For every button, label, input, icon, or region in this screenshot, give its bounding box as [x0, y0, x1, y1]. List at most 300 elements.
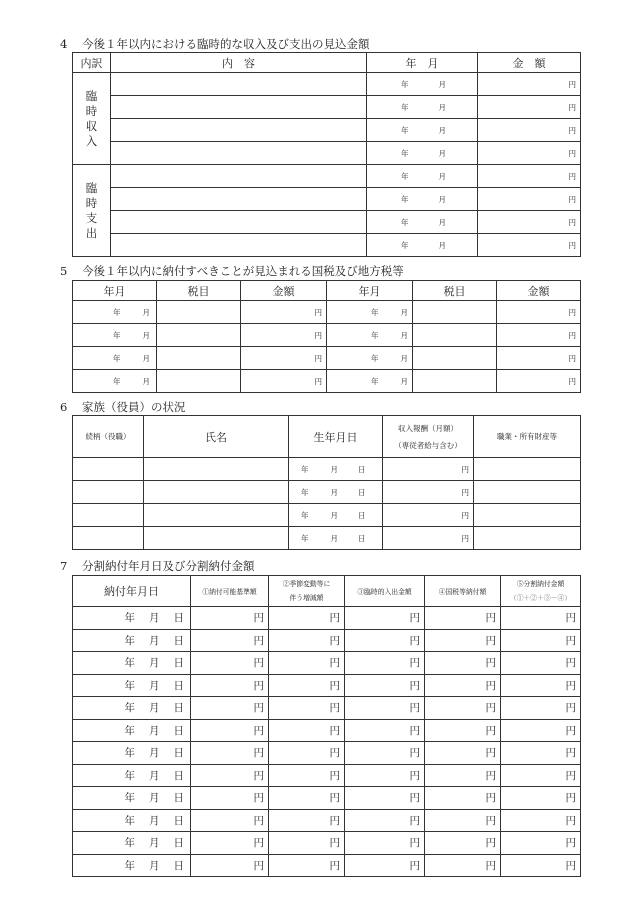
name-cell[interactable] [144, 527, 289, 550]
table-row [73, 787, 581, 810]
yen-unit: 円 [253, 657, 264, 670]
month-unit: 月 [330, 487, 338, 497]
table-row [73, 809, 581, 832]
amount-cell[interactable] [191, 719, 269, 742]
payment-date-cell[interactable] [73, 787, 191, 810]
amount-cell[interactable] [501, 832, 581, 855]
yen-unit: 円 [568, 79, 576, 89]
yen-unit: 円 [329, 769, 340, 782]
payment-date-cell[interactable] [73, 764, 191, 787]
header-seasonal-adjustment: ②季節変動等に 伴う増減額 [269, 576, 345, 607]
yen-unit: 円 [485, 859, 496, 872]
income-cell[interactable] [383, 504, 474, 527]
name-cell[interactable] [144, 504, 289, 527]
month-unit: 月 [149, 769, 160, 782]
yen-unit: 円 [485, 679, 496, 692]
yen-unit: 円 [409, 634, 420, 647]
table-row [73, 527, 581, 550]
year-unit: 年 [124, 702, 135, 715]
day-unit: 日 [173, 769, 184, 782]
yen-unit: 円 [485, 769, 496, 782]
amount-cell[interactable] [345, 629, 425, 652]
year-unit: 年 [124, 814, 135, 827]
month-unit: 月 [400, 376, 408, 386]
tax-item-cell[interactable] [413, 324, 497, 347]
yen-unit: 円 [461, 487, 469, 497]
table-row [73, 188, 581, 211]
table-row [73, 504, 581, 527]
payment-date-cell[interactable] [73, 629, 191, 652]
amount-cell[interactable] [425, 652, 501, 675]
yen-unit: 円 [409, 702, 420, 715]
amount-cell[interactable] [191, 652, 269, 675]
yen-unit: 円 [565, 837, 576, 850]
month-unit: 月 [400, 353, 408, 363]
year-month-cell[interactable] [327, 347, 413, 370]
payment-date-cell[interactable] [73, 652, 191, 675]
amount-cell[interactable] [501, 674, 581, 697]
relation-cell[interactable] [73, 527, 144, 550]
yen-unit: 円 [568, 171, 576, 181]
occupation-cell[interactable] [474, 458, 581, 481]
amount-cell[interactable] [191, 674, 269, 697]
header-birthdate: 生年月日 [289, 416, 383, 458]
year-unit: 年 [371, 353, 379, 363]
month-unit: 月 [142, 307, 150, 317]
yen-unit: 円 [485, 747, 496, 760]
content-cell[interactable] [111, 142, 367, 165]
amount-cell[interactable] [269, 629, 345, 652]
table-row [73, 96, 581, 119]
yen-unit: 円 [314, 376, 322, 386]
month-unit: 月 [142, 376, 150, 386]
year-unit: 年 [371, 376, 379, 386]
table-row [73, 234, 581, 257]
yen-unit: 円 [565, 657, 576, 670]
relation-cell[interactable] [73, 481, 144, 504]
amount-cell[interactable] [191, 809, 269, 832]
yen-unit: 円 [329, 859, 340, 872]
yen-unit: 円 [485, 657, 496, 670]
amount-cell[interactable] [478, 73, 581, 96]
yen-unit: 円 [409, 657, 420, 670]
amount-cell[interactable] [345, 697, 425, 720]
amount-cell[interactable] [345, 719, 425, 742]
amount-cell[interactable] [269, 809, 345, 832]
amount-cell[interactable] [425, 832, 501, 855]
amount-cell[interactable] [501, 607, 581, 630]
yen-unit: 円 [461, 464, 469, 474]
yen-unit: 円 [565, 679, 576, 692]
label-char: 入 [85, 133, 98, 148]
year-unit: 年 [124, 634, 135, 647]
content-cell[interactable] [111, 96, 367, 119]
year-month-cell[interactable] [367, 165, 478, 188]
year-unit: 年 [401, 79, 409, 89]
year-month-cell[interactable] [327, 301, 413, 324]
month-unit: 月 [400, 307, 408, 317]
expense-label [73, 165, 111, 257]
amount-cell[interactable] [425, 742, 501, 765]
month-unit: 月 [438, 148, 446, 158]
month-unit: 月 [142, 330, 150, 340]
content-cell[interactable] [111, 119, 367, 142]
amount-cell[interactable] [497, 370, 581, 393]
income-cell[interactable] [383, 458, 474, 481]
payment-date-cell[interactable] [73, 809, 191, 832]
tax-item-cell[interactable] [157, 301, 241, 324]
month-unit: 月 [149, 702, 160, 715]
yen-unit: 円 [253, 837, 264, 850]
content-cell[interactable] [111, 73, 367, 96]
year-unit: 年 [113, 307, 121, 317]
payment-date-cell[interactable] [73, 742, 191, 765]
month-unit: 月 [330, 533, 338, 543]
year-month-cell[interactable] [73, 324, 157, 347]
tax-item-cell[interactable] [413, 347, 497, 370]
amount-cell[interactable] [501, 719, 581, 742]
amount-cell[interactable] [501, 809, 581, 832]
yen-unit: 円 [565, 792, 576, 805]
amount-cell[interactable] [501, 697, 581, 720]
year-month-cell[interactable] [73, 301, 157, 324]
day-unit: 日 [173, 792, 184, 805]
year-unit: 年 [124, 837, 135, 850]
tax-item-cell[interactable] [413, 370, 497, 393]
yen-unit: 円 [565, 769, 576, 782]
month-unit: 月 [149, 792, 160, 805]
day-unit: 日 [173, 724, 184, 737]
table-row [73, 73, 581, 96]
amount-cell[interactable] [425, 787, 501, 810]
header-amount-1: 金額 [241, 281, 327, 301]
amount-cell[interactable] [345, 854, 425, 877]
amount-cell[interactable] [478, 165, 581, 188]
table-row [73, 854, 581, 877]
tax-item-cell[interactable] [157, 324, 241, 347]
amount-cell[interactable] [501, 764, 581, 787]
amount-cell[interactable] [345, 652, 425, 675]
yen-unit: 円 [568, 307, 576, 317]
year-month-cell[interactable] [367, 73, 478, 96]
occupation-cell[interactable] [474, 504, 581, 527]
amount-cell[interactable] [241, 301, 327, 324]
temporary-income-expense-table [72, 52, 581, 257]
yen-unit: 円 [568, 330, 576, 340]
amount-cell[interactable] [497, 347, 581, 370]
amount-cell[interactable] [191, 832, 269, 855]
day-unit: 日 [173, 612, 184, 625]
amount-cell[interactable] [241, 370, 327, 393]
month-unit: 月 [149, 814, 160, 827]
amount-cell[interactable] [345, 787, 425, 810]
yen-unit: 円 [409, 837, 420, 850]
yen-unit: 円 [409, 724, 420, 737]
day-unit: 日 [173, 814, 184, 827]
day-unit: 日 [173, 634, 184, 647]
amount-cell[interactable] [478, 96, 581, 119]
year-unit: 年 [124, 769, 135, 782]
table-row [73, 301, 581, 324]
yen-unit: 円 [565, 702, 576, 715]
yen-unit: 円 [568, 102, 576, 112]
yen-unit: 円 [314, 353, 322, 363]
year-month-cell[interactable] [367, 234, 478, 257]
amount-cell[interactable] [501, 629, 581, 652]
amount-cell[interactable] [345, 674, 425, 697]
table-row [73, 119, 581, 142]
amount-cell[interactable] [478, 211, 581, 234]
year-month-cell[interactable] [367, 211, 478, 234]
year-month-cell[interactable] [73, 347, 157, 370]
amount-cell[interactable] [478, 119, 581, 142]
payment-date-cell[interactable] [73, 697, 191, 720]
relation-cell[interactable] [73, 458, 144, 481]
table-row [73, 719, 581, 742]
month-unit: 月 [149, 859, 160, 872]
amount-cell[interactable] [425, 629, 501, 652]
amount-cell[interactable] [478, 188, 581, 211]
header-installment-amount: ⑤分割納付金額 （①＋②＋③－④） [501, 576, 581, 607]
amount-cell[interactable] [269, 652, 345, 675]
amount-cell[interactable] [269, 674, 345, 697]
amount-cell[interactable] [241, 347, 327, 370]
yen-unit: 円 [485, 702, 496, 715]
month-unit: 月 [400, 330, 408, 340]
month-unit: 月 [330, 510, 338, 520]
day-unit: 日 [173, 859, 184, 872]
table-row [73, 764, 581, 787]
tax-item-cell[interactable] [413, 301, 497, 324]
year-unit: 年 [401, 194, 409, 204]
amount-cell[interactable] [191, 697, 269, 720]
amount-cell[interactable] [269, 742, 345, 765]
amount-cell[interactable] [269, 697, 345, 720]
section-4-title: 4 今後１年以内における臨時的な収入及び支出の見込金額 [60, 37, 370, 51]
amount-cell[interactable] [425, 719, 501, 742]
amount-cell[interactable] [345, 764, 425, 787]
yen-unit: 円 [253, 634, 264, 647]
amount-cell[interactable] [269, 719, 345, 742]
tax-item-cell[interactable] [157, 347, 241, 370]
year-unit: 年 [124, 747, 135, 760]
yen-unit: 円 [253, 792, 264, 805]
occupation-cell[interactable] [474, 481, 581, 504]
header-base-amount: ①納付可能基準額 [191, 576, 269, 607]
amount-cell[interactable] [191, 764, 269, 787]
yen-unit: 円 [253, 747, 264, 760]
month-unit: 月 [149, 747, 160, 760]
header-tax-item-1: 税目 [157, 281, 241, 301]
label-char: 時 [85, 103, 98, 118]
yen-unit: 円 [461, 510, 469, 520]
year-unit: 年 [113, 376, 121, 386]
yen-unit: 円 [485, 814, 496, 827]
amount-cell[interactable] [501, 854, 581, 877]
month-unit: 月 [438, 102, 446, 112]
birthdate-cell[interactable] [289, 481, 383, 504]
amount-cell[interactable] [191, 742, 269, 765]
year-month-cell[interactable] [367, 142, 478, 165]
yen-unit: 円 [568, 148, 576, 158]
amount-cell[interactable] [478, 142, 581, 165]
name-cell[interactable] [144, 458, 289, 481]
yen-unit: 円 [329, 724, 340, 737]
month-unit: 月 [438, 194, 446, 204]
header-occupation-assets: 職業・所有財産等 [474, 416, 581, 458]
yen-unit: 円 [329, 814, 340, 827]
content-cell[interactable] [111, 188, 367, 211]
year-unit: 年 [113, 353, 121, 363]
name-cell[interactable] [144, 481, 289, 504]
amount-cell[interactable] [425, 697, 501, 720]
amount-cell[interactable] [241, 324, 327, 347]
occupation-cell[interactable] [474, 527, 581, 550]
month-unit: 月 [438, 240, 446, 250]
birthdate-cell[interactable] [289, 458, 383, 481]
amount-cell[interactable] [345, 607, 425, 630]
yen-unit: 円 [565, 724, 576, 737]
month-unit: 月 [438, 171, 446, 181]
amount-cell[interactable] [501, 652, 581, 675]
yen-unit: 円 [568, 376, 576, 386]
year-month-cell[interactable] [327, 324, 413, 347]
payment-date-cell[interactable] [73, 607, 191, 630]
year-unit: 年 [371, 330, 379, 340]
amount-cell[interactable] [497, 324, 581, 347]
tax-item-cell[interactable] [157, 370, 241, 393]
label-char: 時 [85, 195, 98, 210]
label-char: 収 [85, 118, 98, 133]
header-relation: 続柄（役職） [73, 416, 144, 458]
yen-unit: 円 [568, 353, 576, 363]
amount-cell[interactable] [191, 607, 269, 630]
yen-unit: 円 [485, 724, 496, 737]
label-char: 出 [85, 225, 98, 240]
day-unit: 日 [173, 702, 184, 715]
table-row [73, 165, 581, 188]
table-row [73, 324, 581, 347]
amount-cell[interactable] [269, 832, 345, 855]
amount-cell[interactable] [191, 629, 269, 652]
yen-unit: 円 [565, 859, 576, 872]
label-char: 臨 [85, 88, 98, 103]
payment-date-cell[interactable] [73, 832, 191, 855]
day-unit: 日 [173, 657, 184, 670]
year-month-cell[interactable] [367, 119, 478, 142]
month-unit: 月 [438, 79, 446, 89]
year-unit: 年 [301, 510, 309, 520]
year-unit: 年 [401, 217, 409, 227]
year-unit: 年 [124, 612, 135, 625]
yen-unit: 円 [409, 814, 420, 827]
yen-unit: 円 [329, 657, 340, 670]
day-unit: 日 [358, 510, 366, 520]
amount-cell[interactable] [497, 301, 581, 324]
amount-cell[interactable] [345, 809, 425, 832]
label-char: 臨 [85, 180, 98, 195]
amount-cell[interactable] [501, 787, 581, 810]
payment-date-cell[interactable] [73, 674, 191, 697]
relation-cell[interactable] [73, 504, 144, 527]
yen-unit: 円 [329, 612, 340, 625]
content-cell[interactable] [111, 165, 367, 188]
yen-unit: 円 [409, 859, 420, 872]
year-unit: 年 [401, 148, 409, 158]
yen-unit: 円 [568, 125, 576, 135]
table-row [73, 347, 581, 370]
day-unit: 日 [358, 487, 366, 497]
payment-date-cell[interactable] [73, 854, 191, 877]
amount-cell[interactable] [345, 832, 425, 855]
amount-cell[interactable] [425, 854, 501, 877]
year-unit: 年 [401, 240, 409, 250]
table-row [73, 458, 581, 481]
month-unit: 月 [438, 125, 446, 135]
day-unit: 日 [173, 837, 184, 850]
amount-cell[interactable] [191, 854, 269, 877]
header-tax-payment: ④国税等納付額 [425, 576, 501, 607]
header-amount: 金 額 [478, 53, 581, 73]
day-unit: 日 [358, 464, 366, 474]
payment-date-cell[interactable] [73, 719, 191, 742]
table-row [73, 211, 581, 234]
amount-cell[interactable] [345, 742, 425, 765]
amount-cell[interactable] [269, 854, 345, 877]
year-unit: 年 [124, 724, 135, 737]
family-status-table [72, 415, 581, 550]
birthdate-cell[interactable] [289, 527, 383, 550]
amount-cell[interactable] [425, 809, 501, 832]
table-row [73, 142, 581, 165]
table-row [73, 370, 581, 393]
birthdate-cell[interactable] [289, 504, 383, 527]
label-char: 支 [85, 210, 98, 225]
content-cell[interactable] [111, 234, 367, 257]
amount-cell[interactable] [501, 742, 581, 765]
amount-cell[interactable] [478, 234, 581, 257]
amount-cell[interactable] [269, 787, 345, 810]
content-cell[interactable] [111, 211, 367, 234]
yen-unit: 円 [485, 612, 496, 625]
yen-unit: 円 [485, 837, 496, 850]
yen-unit: 円 [568, 240, 576, 250]
amount-cell[interactable] [425, 607, 501, 630]
yen-unit: 円 [253, 702, 264, 715]
amount-cell[interactable] [269, 764, 345, 787]
amount-cell[interactable] [269, 607, 345, 630]
amount-cell[interactable] [425, 764, 501, 787]
month-unit: 月 [149, 612, 160, 625]
yen-unit: 円 [253, 612, 264, 625]
table-row [73, 607, 581, 630]
yen-unit: 円 [409, 792, 420, 805]
year-month-cell[interactable] [327, 370, 413, 393]
amount-cell[interactable] [425, 674, 501, 697]
income-cell[interactable] [383, 527, 474, 550]
year-month-cell[interactable] [367, 96, 478, 119]
yen-unit: 円 [253, 814, 264, 827]
year-month-cell[interactable] [367, 188, 478, 211]
amount-cell[interactable] [191, 787, 269, 810]
year-unit: 年 [124, 859, 135, 872]
income-label [73, 73, 111, 165]
income-cell[interactable] [383, 481, 474, 504]
year-unit: 年 [371, 307, 379, 317]
table-row [73, 832, 581, 855]
year-month-cell[interactable] [73, 370, 157, 393]
yen-unit: 円 [329, 679, 340, 692]
